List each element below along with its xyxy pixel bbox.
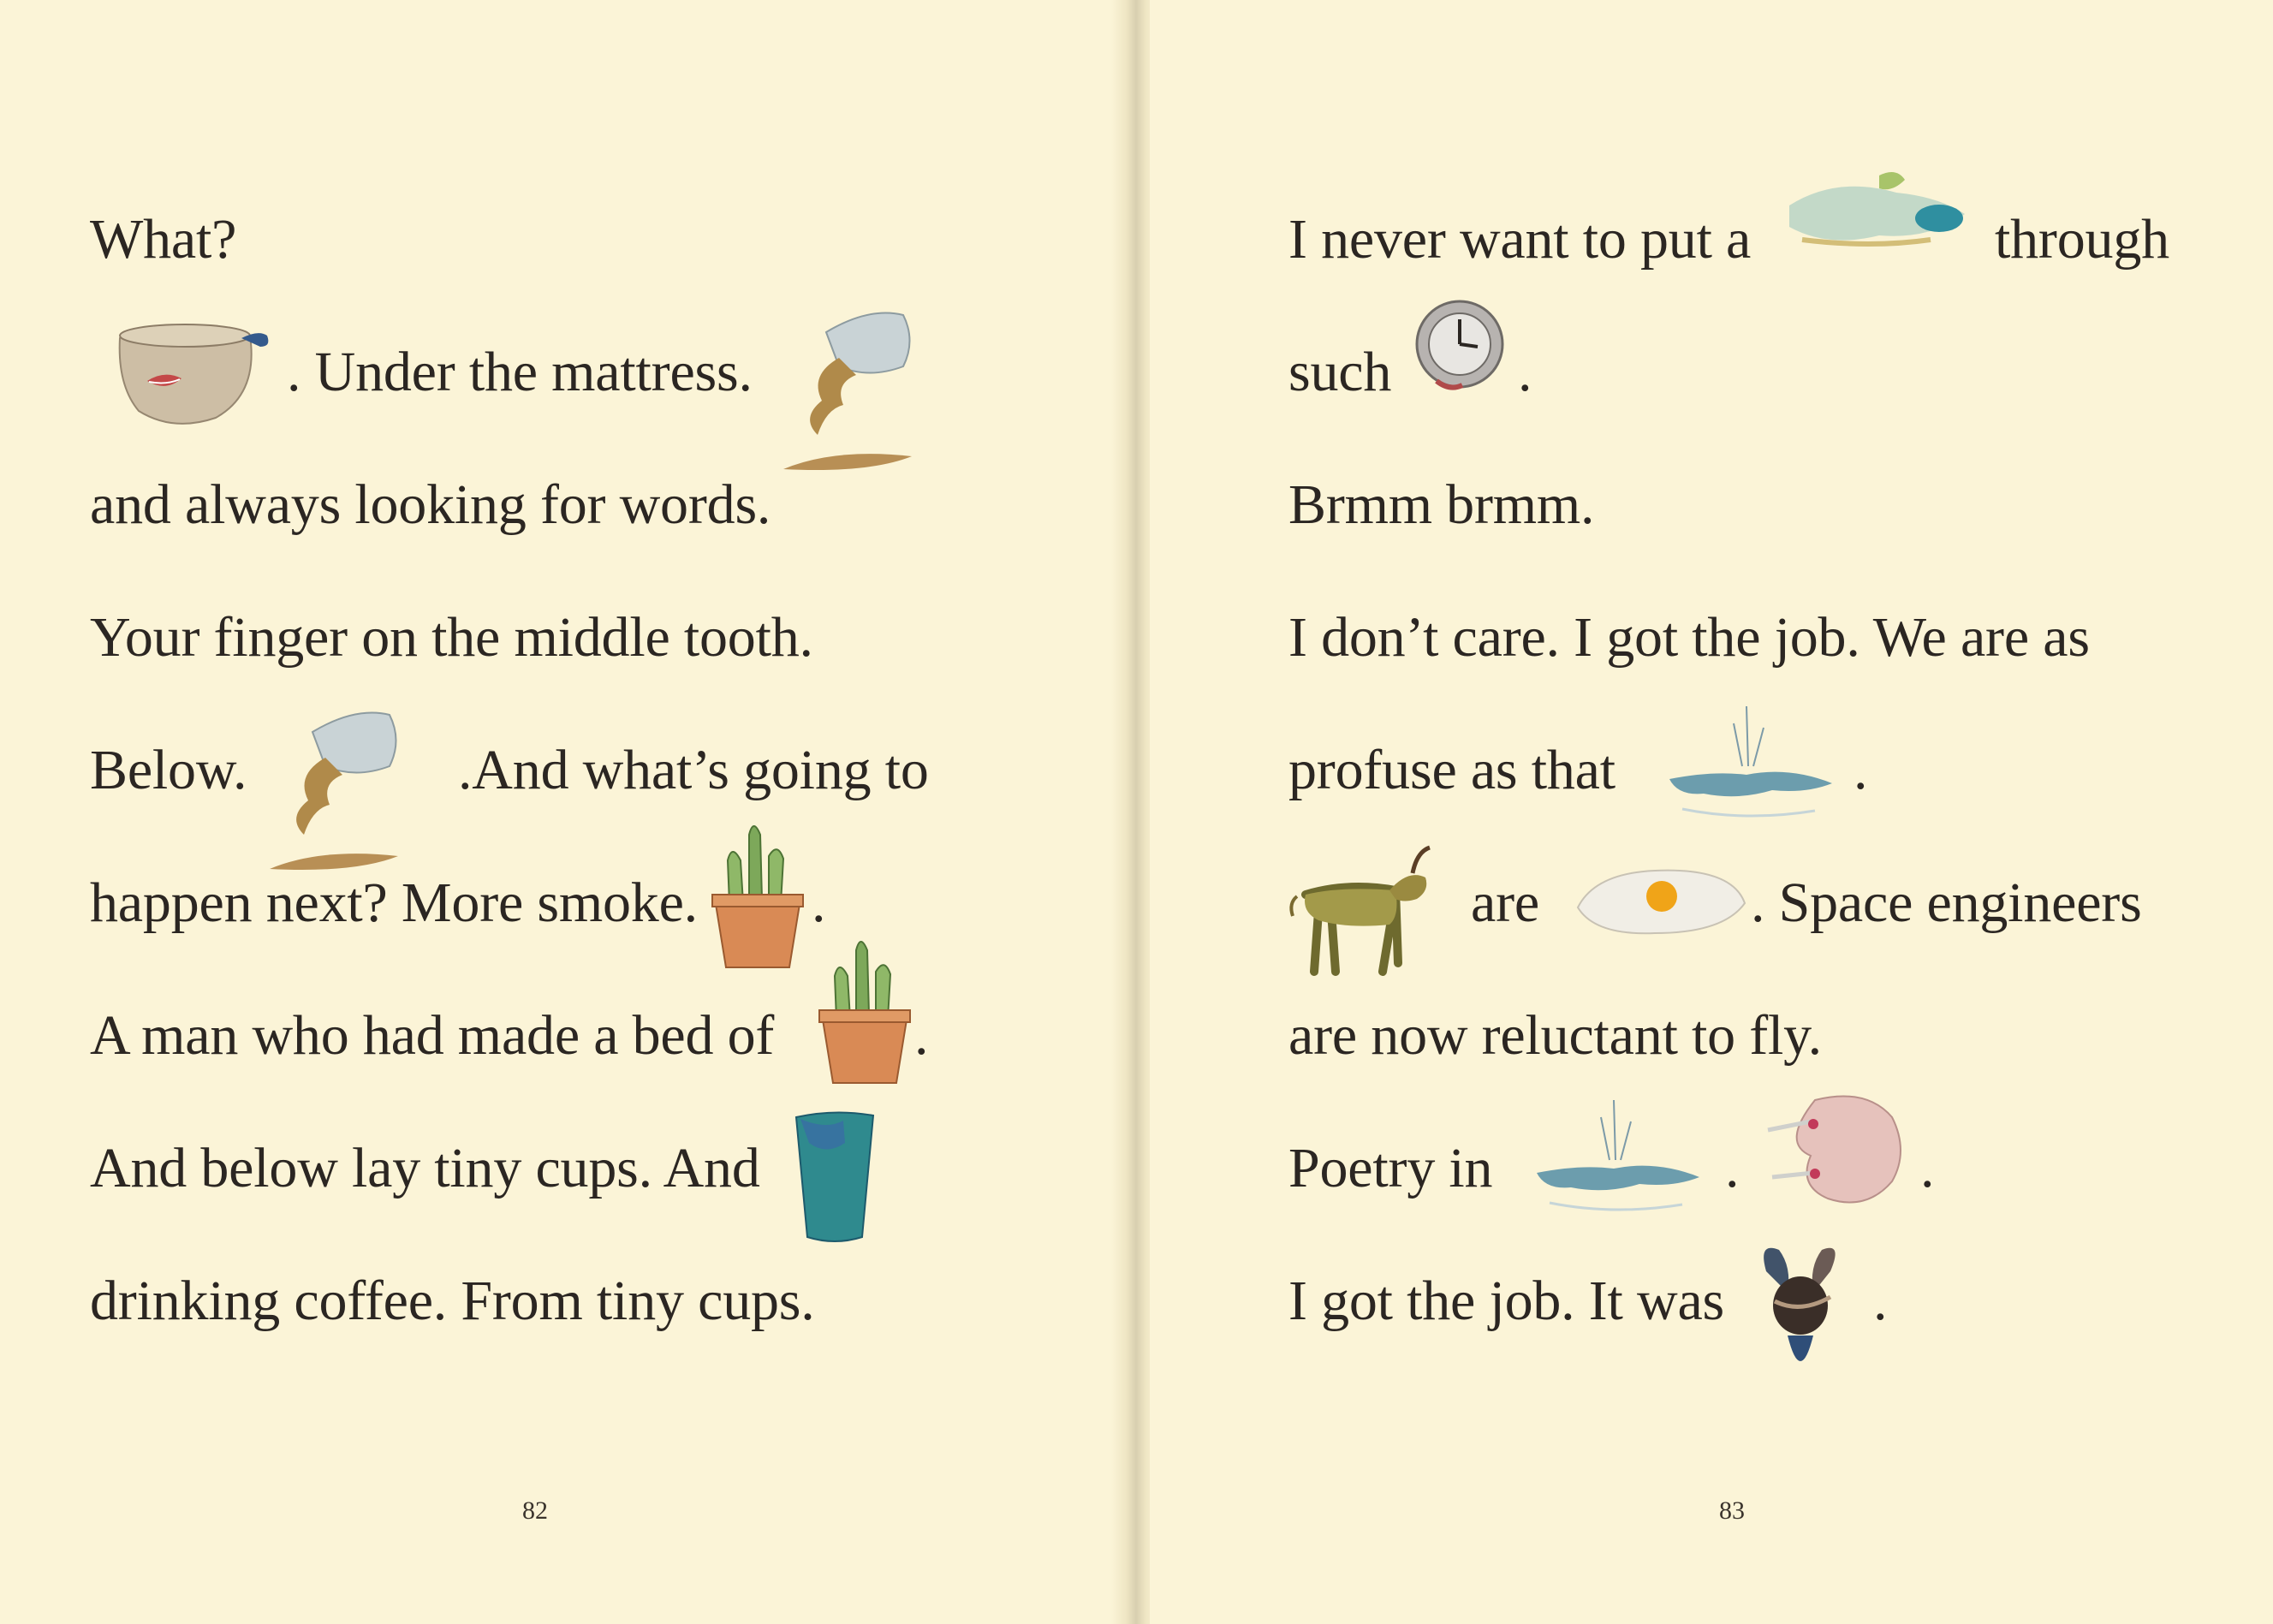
right-line-5: profuse as that (1288, 739, 1615, 801)
splash-icon (1528, 1092, 1708, 1228)
splash-icon (1661, 698, 1841, 835)
clock-icon (1411, 295, 1509, 398)
right-line-4: I don’t care. I got the job. We are as (1288, 606, 2090, 669)
right-line-9-dot: . (1873, 1270, 1888, 1332)
left-line-3: and always looking for words. (90, 473, 771, 536)
right-line-8-dot1: . (1725, 1137, 1740, 1199)
fly-icon (1749, 1237, 1852, 1395)
right-line-8-dot2: . (1920, 1137, 1935, 1199)
left-line-6: .And what’s going to (458, 739, 929, 801)
right-line-1-end: through (1995, 208, 2169, 271)
left-line-2: . Under the mattress. (287, 341, 753, 403)
left-line-8-dot: . (914, 1004, 929, 1067)
right-line-1: I never want to put a (1288, 208, 1752, 271)
left-line-1: What? (90, 208, 237, 271)
pouring-jar-icon (261, 706, 441, 877)
pink-head-icon (1764, 1083, 1913, 1220)
page-number-left: 82 (522, 1496, 548, 1525)
left-line-4: Your finger on the middle tooth. (90, 606, 813, 669)
right-line-9: I got the job. It was (1288, 1270, 1725, 1332)
fried-egg-icon (1569, 860, 1749, 942)
left-line-7-dot: . (812, 871, 826, 934)
right-line-2-dot: . (1518, 341, 1532, 403)
left-line-7: happen next? More smoke. (90, 871, 698, 934)
goat-icon (1288, 843, 1438, 980)
right-line-6: are (1471, 871, 1539, 934)
left-line-5: Below. (90, 739, 247, 801)
right-line-6-end: . Space engineers (1751, 871, 2142, 934)
watercolor-fish-icon (1785, 167, 1973, 265)
right-page (1150, 0, 2273, 1624)
bowl-with-lips-icon (113, 317, 276, 432)
page-number-right: 83 (1719, 1496, 1745, 1525)
left-line-8: A man who had made a bed of (90, 1004, 775, 1067)
pouring-jar-icon (775, 306, 955, 478)
right-line-2: such (1288, 341, 1392, 403)
left-line-10: drinking coffee. From tiny cups. (90, 1270, 815, 1332)
right-line-5-dot: . (1854, 739, 1868, 801)
left-line-9: And below lay tiny cups. And (90, 1137, 760, 1199)
right-line-8: Poetry in (1288, 1137, 1493, 1199)
right-line-3: Brmm brmm. (1288, 473, 1595, 536)
cactus-pot-icon (711, 818, 805, 972)
left-page (0, 0, 1123, 1624)
right-line-7: are now reluctant to fly. (1288, 1004, 1822, 1067)
cactus-pot-icon (818, 933, 912, 1087)
blue-cup-icon (792, 1109, 878, 1246)
